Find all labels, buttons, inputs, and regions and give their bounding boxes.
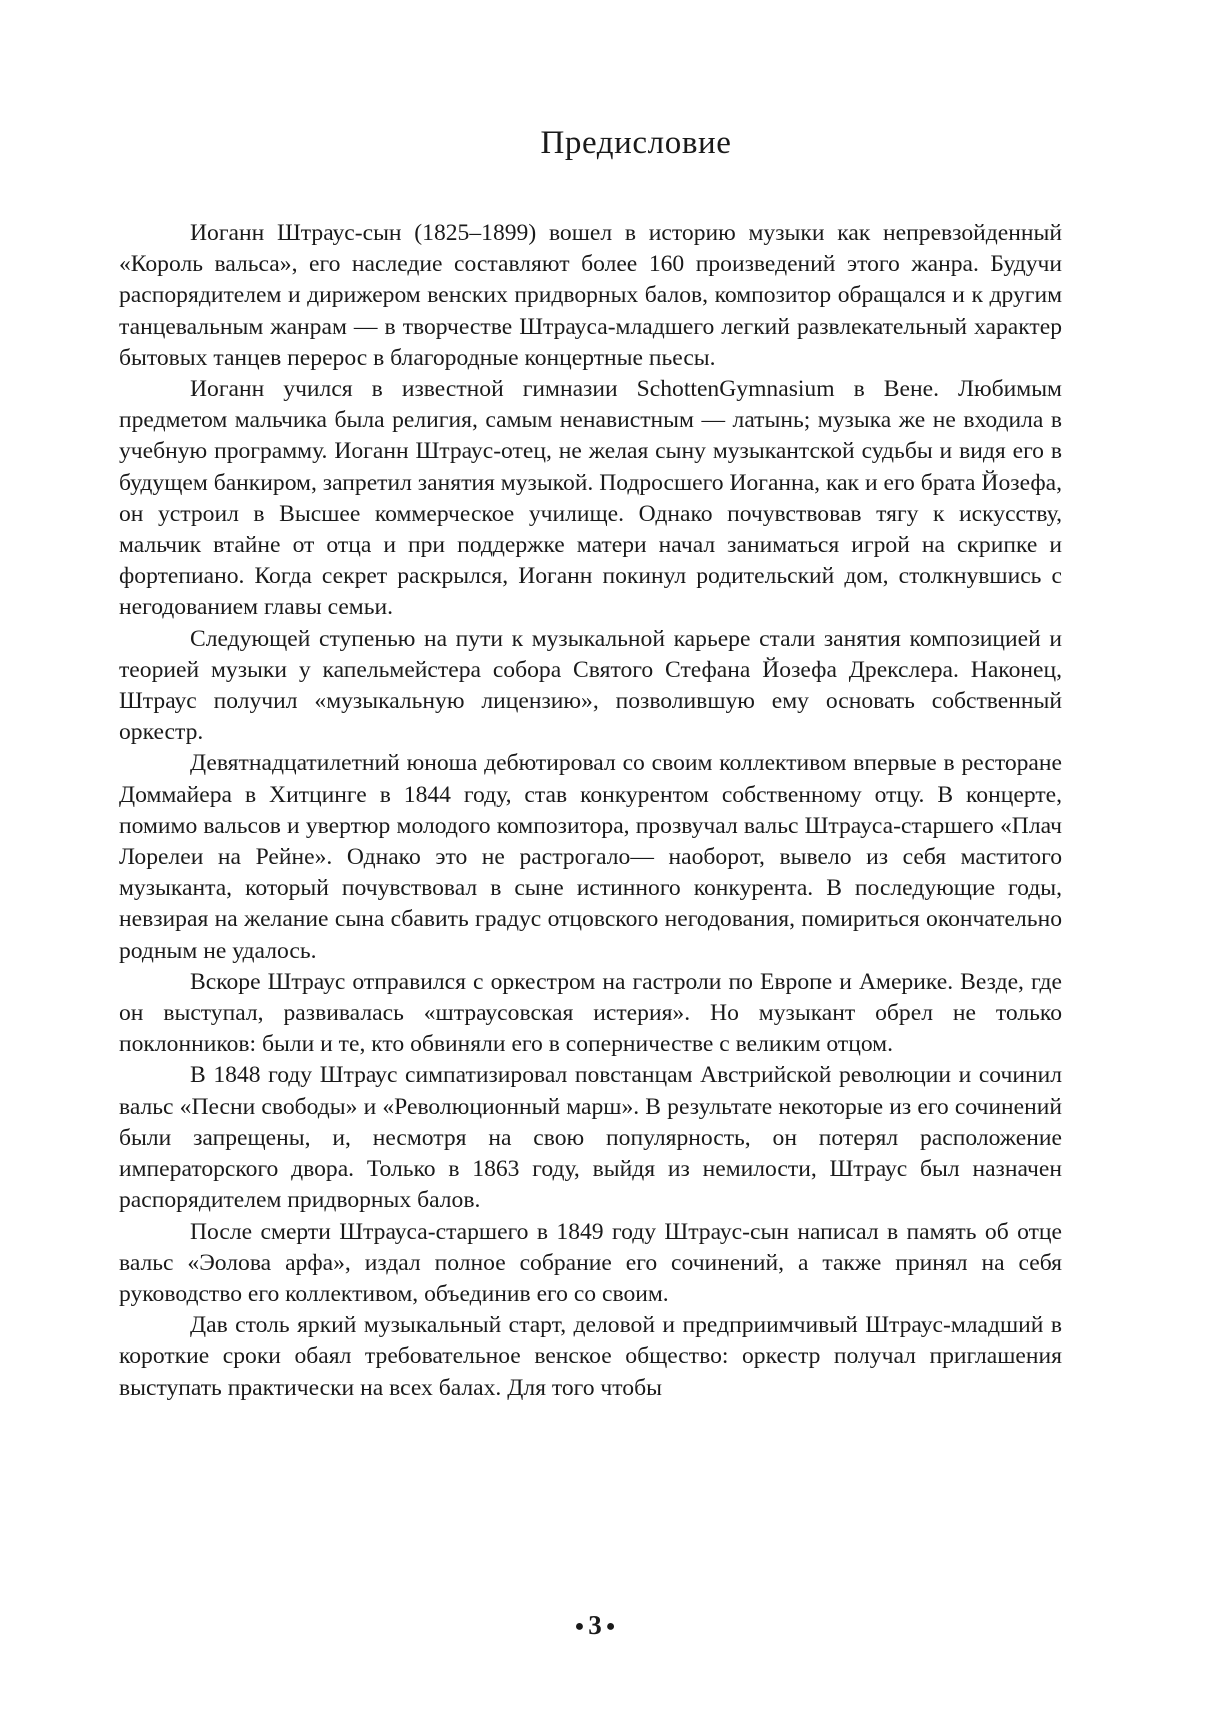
- paragraph-6: В 1848 году Штраус симпатизировал повстанцам Австрийской революции и сочинил вальс «Песни свободы» и «Революционный марш». В результате некоторые из его сочинений были запрещены, и, несмотря на свою популярность, он потерял расположение императорского двора. Только в 1863 году, выйдя из немилости, Штраус был назначен распорядителем придворных балов.: [119, 1062, 1062, 1214]
- page-number-value: 3: [588, 1610, 602, 1640]
- paragraph-4: Девятнадцатилетний юноша дебютировал со своим коллективом впервые в ресторане Доммайера в Хитцинге в 1844 году, став конкурентом собственному отцу. В концерте, помимо вальсов и увертюр молодого композитора, прозвучал вальс Штрауса-старшего «Плач Лорелеи на Рейне». Однако это не растрогало— наоборот, вывело из себя маститого музыканта, который почувствовал в сыне истинного конкурента. В последующие годы, невзирая на желание сына сбавить градус отцовского негодования, помириться окончательно родным не удалось.: [119, 750, 1062, 964]
- paragraph-8: Дав столь яркий музыкальный старт, деловой и предприимчивый Штраус-младший в короткие сроки обаял требовательное венское общество: оркестр получал приглашения выступать практически на всех балах. Для того чтобы: [119, 1312, 1062, 1401]
- paragraph-2: Иоганн учился в известной гимназии SchottenGymnasium в Вене. Любимым предметом мальчика была религия, самым ненавистным — латынь; музыка же не входила в учебную программу. Иоганн Штраус-отец, не желая сыну музыкантской судьбы и видя его в будущем банкиром, запретил занятия музыкой. Подросшего Иоганна, как и его брата Йозефа, он устроил в Высшее коммерческое училище. Однако почувствовав тягу к искусству, мальчик втайне от отца и при поддержке матери начал заниматься игрой на скрипке и фортепиано. Когда секрет раскрылся, Иоганн покинул родительский дом, столкнувшись с негодованием главы семьи.: [119, 376, 1062, 621]
- bullet-right-icon: ●: [605, 1618, 616, 1635]
- paragraph-7: После смерти Штрауса-старшего в 1849 году Штраус-сын написал в память об отце вальс «Эолова арфа», издал полное собрание его сочинений, а также принял на себя руководство его коллективом, объединив его со своим.: [119, 1218, 1062, 1307]
- paragraph-5: Вскоре Штраус отправился с оркестром на гастроли по Европе и Америке. Везде, где он выступал, развивалась «штраусовская истерия». Но музыкант обрел не только поклонников: были и те, кто обвиняли его в соперничестве с великим отцом.: [119, 968, 1062, 1058]
- paragraph-3: Следующей ступенью на пути к музыкальной карьере стали занятия композицией и теорией музыки у капельмейстера собора Святого Стефана Йозефа Дрекслера. Наконец, Штраус получил «музыкальную лицензию», позволившую ему основать собственный оркестр.: [119, 625, 1062, 746]
- bullet-left-icon: ●: [574, 1618, 585, 1635]
- body-text: [119, 218, 1062, 1404]
- paragraph-1: Иоганн Штраус-сын (1825–1899) вошел в историю музыки как непревзойденный «Король вальса», его наследие составляют более 160 произведений этого жанра. Будучи распорядителем и дирижером венских придворных балов, композитор обращался и к другим танцевальным жанрам — в творчестве Штрауса-младшего легкий развлекательный характер бытовых танцев перерос в благородные концертные пьесы.: [119, 220, 1062, 371]
- page-title: Предисловие: [540, 125, 732, 161]
- page-number: [0, 1610, 1190, 1641]
